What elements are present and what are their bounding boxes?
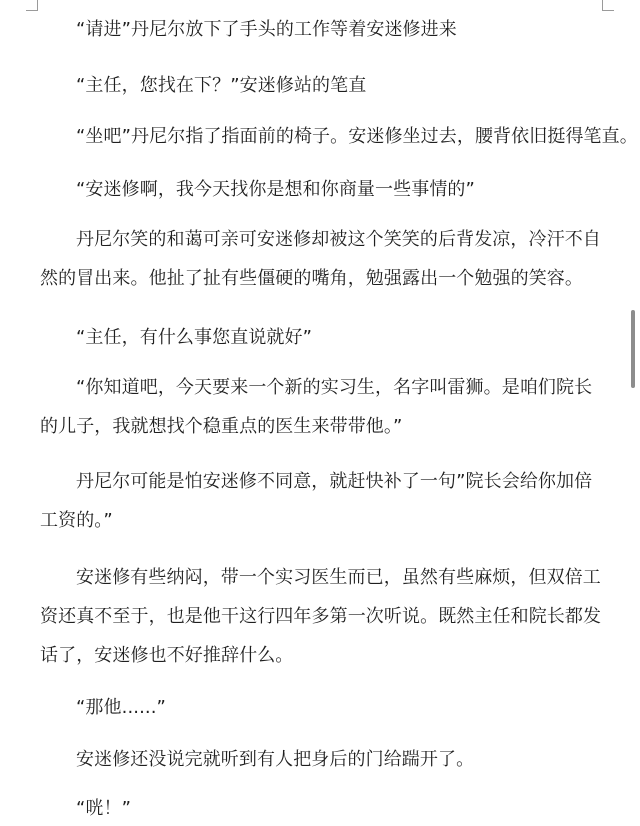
paragraph-2: “主任，您找在下？”安迷修站的笔直	[76, 75, 367, 96]
paragraph-7: “你知道吧，今天要来一个新的实习生，名字叫雷狮。是咱们院长的儿子，我就想找个稳重点的医生来带带他。”	[40, 377, 593, 437]
paragraph-12: “咣！”	[76, 798, 132, 819]
paragraph-9: 安迷修有些纳闷，带一个实习医生而已，虽然有些麻烦，但双倍工资还真不至于，也是他干这行四年多第一次听说。既然主任和院长都发话了，安迷修也不好推辞什么。	[40, 567, 602, 666]
paragraph-5: 丹尼尔笑的和蔼可亲可安迷修却被这个笑笑的后背发凉，冷汗不自然的冒出来。他扯了扯有些僵硬的嘴角，勉强露出一个勉强的笑容。	[40, 229, 601, 289]
paragraph-8: 丹尼尔可能是怕安迷修不同意，就赶快补了一句”院长会给你加倍工资的。”	[40, 471, 593, 531]
paragraph-10: “那他......”	[76, 697, 166, 718]
paragraph-11: 安迷修还没说完就听到有人把身后的门给踹开了。	[76, 749, 475, 770]
paragraph-6: “主任，有什么事您直说就好”	[76, 327, 313, 348]
paragraph-1: “请进”丹尼尔放下了手头的工作等着安迷修进来	[76, 19, 457, 40]
paragraph-3: “坐吧”丹尼尔指了指面前的椅子。安迷修坐过去，腰背依旧挺得笔直。	[76, 126, 638, 147]
scroll-indicator[interactable]	[631, 310, 635, 388]
paragraph-4: “安迷修啊，我今天找你是想和你商量一些事情的”	[76, 179, 475, 200]
